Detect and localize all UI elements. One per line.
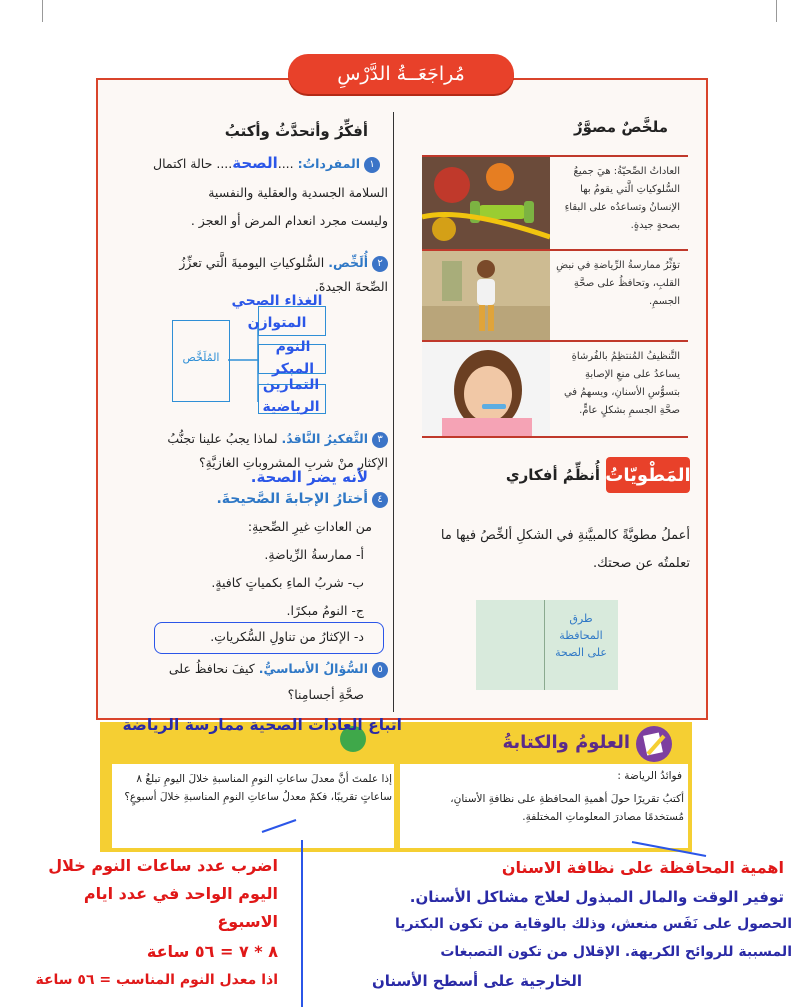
q1-dots: .... — [277, 156, 294, 171]
question-number: ١ — [364, 157, 380, 173]
q4-stem: من العاداتِ غيرِ الصِّحيةِ: — [247, 519, 372, 534]
foldables-instruction: أعملُ مطويَّةً كالمبيَّنةِ في الشكلِ ألخِّصُ فيها ما تعلمتُه عن صحتك. — [440, 528, 690, 571]
science-answer-line: توفير الوقت والمال المبذول لعلاج مشاكل الأسنان. — [409, 888, 784, 906]
q4-option[interactable]: ج- النومُ مبكرًا. — [286, 603, 364, 618]
fold-line — [544, 600, 545, 690]
foldables-heading: أُنظِّمُ أفكاري — [505, 466, 600, 484]
page-title: مُراجَعَــةُ الدَّرْسِ — [288, 54, 514, 94]
fold-label: طرق المحافظة على الصحة — [555, 612, 607, 659]
q5-answer: اتباع العادات الصحية ممارسة الرياضة — [122, 716, 402, 734]
pencil-paper-icon — [634, 724, 674, 764]
crop-mark — [776, 0, 777, 22]
math-answer-line: اذا معدل النوم المناسب = ٥٦ ساعة — [35, 972, 278, 988]
q1-rest: حالة اكتمال — [153, 156, 213, 171]
q3-answer: لأنه يضر الصحة. — [250, 468, 368, 486]
question-number: ٢ — [372, 256, 388, 272]
q5-line2: صحَّةِ أجسامِنا؟ — [287, 687, 364, 702]
q4-label: أختارُ الإجابةَ الصَّحيحةَ. — [216, 491, 368, 507]
girl-brushing-photo-icon — [422, 342, 550, 436]
concept-item: التمارين الرياضية — [262, 377, 320, 415]
science-answer-line: المسببة للروائح الكريهة. الإقلال من تكون التصبغات — [440, 944, 792, 960]
summary-text: التَّنظيفُ المُنتظِمُ بالفُرشاةِ يساعدُ على منعِ الإصابةِ بتسوُّسِ الأسنانِ، ويسهمُ في صحَّةِ الجسمِ بشكلٍ عامٍّ. — [563, 351, 680, 416]
q4-option[interactable]: ب- شربُ الماءِ بكمياتٍ كافيةٍ. — [211, 575, 364, 590]
q2-label: أُلَخِّص. — [328, 255, 368, 270]
running-boy-photo-icon — [422, 251, 550, 341]
math-answer-line: اليوم الواحد في عدد ايام — [83, 884, 278, 903]
q1-line2: السلامة الجسدية والعقلية والنفسية — [208, 185, 388, 200]
question-number: ٥ — [372, 662, 388, 678]
concept-item: الغذاء الصحي المتوازن — [231, 293, 323, 331]
q3-line2: الإكثارِ منْ شربِ المشروباتِ الغازيَّةِ؟ — [198, 455, 388, 470]
math-prompt: إذا علمتَ أنَّ معدلَ ساعاتِ النومِ المناسبةِ خلالَ اليومِ تبلغُ ٨ ساعاتٍ تقريبًا، فكمْ معدلُ ساعاتِ النومِ المناسبةِ خلالَ أسبوعٍ؟ — [124, 773, 392, 803]
q5-label: السُّؤالُ الأساسيُّ. — [258, 661, 368, 676]
fruit-dumbbell-photo-icon — [422, 157, 550, 250]
q3-text: لماذا يجبُ علينا تجنُّبُ — [167, 431, 278, 446]
summary-row — [422, 340, 688, 438]
science-answer-line: الخارجية على أسطح الأسنان — [371, 972, 582, 990]
question-1 — [110, 148, 380, 179]
math-answer-line: اضرب عدد ساعات النوم خلال — [48, 856, 278, 875]
q4-option-selected[interactable]: د- الإكثارُ من تناولِ السُّكرياتِ. — [210, 629, 364, 644]
science-subtitle: فوائدُ الرياضة : — [617, 770, 682, 782]
crop-mark — [42, 0, 43, 22]
math-answer-line: الاسبوع — [217, 912, 278, 931]
science-prompt: أكتبُ تقريرًا حولَ أهميةِ المحافظةِ على نظافةِ الأسنانِ، مُستخدمًا مصادرَ المعلوماتِ المختلفةِ. — [450, 793, 684, 823]
question-4 — [108, 484, 388, 514]
summary-row — [422, 249, 688, 341]
q4-option[interactable]: أ- ممارسةُ الرِّياضةِ. — [264, 547, 364, 562]
concept-center-label: المُلَخَّص — [182, 351, 220, 364]
summary-text: العاداتُ الصِّحيّةُ: هيَ جميعُ السُّلوكياتِ الَّتي يقومُ بها الإنسانُ وتساعدُه على البقاءِ بصحةٍ جيدةٍ. — [564, 166, 680, 231]
q1-line3: وليست مجرد انعدام المرض أو العجز . — [190, 213, 388, 228]
science-writing-title: العلومُ والكتابةُ — [502, 732, 630, 753]
science-answer-line: الحصول على نَفَس منعش، وذلك بالوقاية من تكون البكتريا — [395, 916, 792, 932]
q1-answer: الصحة — [232, 154, 278, 172]
q5-text: كيفَ نحافظُ على — [168, 661, 255, 676]
summary-text: تؤثِّرُ ممارسةُ الرِّياضةِ في نبضِ القلبِ، وتحافظُ على صحَّةِ الجسمِ. — [556, 260, 680, 307]
science-answer-title: اهمية المحافظة على نظافة الاسنان — [501, 858, 784, 877]
summary-row — [422, 155, 688, 250]
q3-label: التَّفكيرُ النَّاقدُ. — [281, 431, 368, 446]
math-answer-line: ٨ * ٧ = ٥٦ ساعة — [146, 942, 278, 961]
question-number: ٣ — [372, 432, 388, 448]
q1-label: المفرداتُ: — [297, 156, 360, 171]
foldable-diagram — [476, 600, 618, 690]
foldables-logo: المَطْويّاتُ — [606, 457, 690, 493]
q2-line2: الصِّحةَ الجيدةَ. — [314, 279, 388, 294]
concept-item: النوم المبكر — [271, 339, 314, 377]
concept-center-box — [172, 320, 230, 402]
q1-dots: .... — [216, 156, 233, 171]
question-number: ٤ — [372, 492, 388, 508]
column-divider — [393, 112, 394, 712]
q2-text: السُّلوكياتِ اليوميةَ الَّتي تعزِّزُ — [179, 255, 325, 270]
think-talk-write-heading: أفكِّرُ وأتحدَّثُ وأكتبُ — [224, 122, 368, 140]
picture-summary-heading: ملخَّصٌ مصوَّرٌ — [573, 118, 668, 136]
